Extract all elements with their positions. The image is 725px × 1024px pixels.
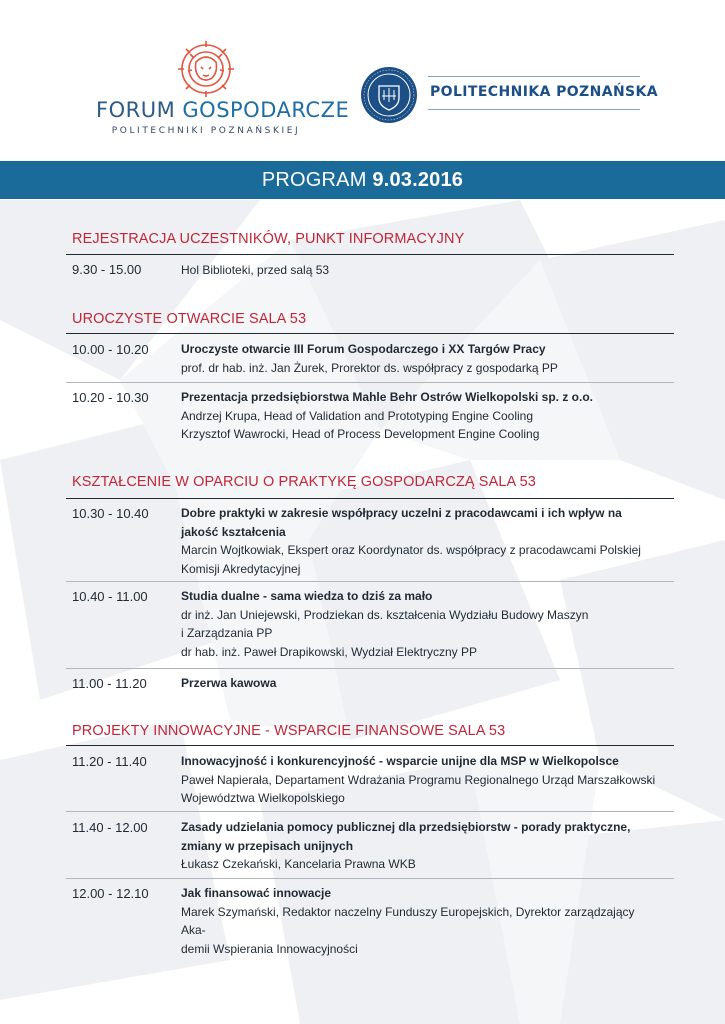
program-item [181,674,661,693]
item-detail: Andrzej Krupa, Head of Validation and Prototyping Engine Cooling [181,408,534,423]
item-detail: dr hab. inż. Paweł Drapikowski, Wydział Elektryczny PP [181,644,477,659]
item-title: Prezentacja przedsiębiorstwa Mahle Behr Ostrów Wielkopolski sp. z o.o. [181,390,593,404]
item-title: zmiany w przepisach unijnych [181,838,354,853]
program-item [181,884,661,958]
item-detail: prof. dr hab. inż. Jan Żurek, Prorektor ds. współpracy z gospodarką PP [181,360,558,375]
item-detail: demii Wspierania Innowacyjności [181,941,358,956]
item-divider [66,382,674,383]
item-time: 11.40 - 12.00 [72,820,148,835]
program-item [181,752,661,808]
program-item [181,261,661,280]
item-time: 10.20 - 10.30 [72,390,149,405]
item-detail: i Zarządzania PP [181,626,273,640]
item-time: 9.30 - 15.00 [72,262,142,277]
program-item [181,388,661,444]
item-time: 10.00 - 10.20 [72,342,149,357]
forum-title [96,98,350,122]
university-rule-top [428,76,640,77]
item-time: 11.00 - 11.20 [72,676,147,691]
section-title: KSZTAŁCENIE W OPARCIU O PRAKTYKĘ GOSPODARCZĄ SALA 53 [72,474,536,490]
program-item [181,340,661,377]
forum-title-part2: GOSPODARCZE [182,98,350,122]
item-time: 12.00 - 12.10 [72,886,149,901]
section-title: PROJEKTY INNOWACYJNE - WSPARCIE FINANSOWE SALA 53 [72,723,506,739]
program-banner [0,161,725,199]
item-detail: Marcin Wojtkowiak, Ekspert oraz Koordynator ds. współpracy z pracodawcami Polskiej [181,543,641,557]
item-title: Studia dualne - sama wiedza to dziś za mało [181,589,433,603]
university-rule-bottom [428,109,640,110]
item-detail: Paweł Napierała, Departament Wdrażania Programu Regionalnego Urząd Marszałkowski [181,772,656,787]
program-item [181,587,661,661]
item-title: Jak finansować innowacje [181,886,332,900]
item-detail: Województwa Wielkopolskiego [181,791,345,805]
program-item [181,504,661,578]
item-divider [66,878,674,879]
university-logo [360,66,659,126]
item-detail: Marek Szymański, Redaktor naczelny Funduszy Europejskich, Dyrektor zarządzający Aka- [181,904,635,937]
item-title: Przerwa kawowa [181,676,277,690]
item-time: 10.40 - 11.00 [72,589,148,604]
section-rule [66,498,674,499]
section-title: REJESTRACJA UCZESTNIKÓW, PUNKT INFORMACYJNY [72,231,465,247]
item-time: 10.30 - 10.40 [72,506,149,521]
item-detail: Krzysztof Wawrocki, Head of Process Development Engine Cooling [181,427,540,441]
item-detail: dr inż. Jan Uniejewski, Prodziekan ds. kształcenia Wydziału Budowy Maszyn [181,607,589,622]
section-rule [66,333,674,334]
item-title: Dobre praktyki w zakresie współpracy uczelni z pracodawcami i ich wpływ na [181,506,622,520]
university-seal-icon [360,66,418,124]
item-divider [66,811,674,812]
banner-date: 9.03.2016 [372,169,464,191]
item-divider [66,581,674,582]
forum-subtitle: POLITECHNIKI POZNAŃSKIEJ [111,126,301,136]
section-title: UROCZYSTE OTWARCIE SALA 53 [72,311,307,327]
item-title: jakość kształcenia [181,524,286,539]
item-title: Zasady udzielania pomocy publicznej dla przedsiębiorstw - porady praktyczne, [181,820,631,834]
item-title: Innowacyjność i konkurencyjność - wsparcie unijne dla MSP w Wielkopolsce [181,754,619,768]
forum-title-part1: FORUM [96,98,176,122]
section-rule [66,254,674,255]
item-divider [66,668,674,669]
item-time: 11.20 - 11.40 [72,754,147,769]
lion-gear-icon [172,38,240,100]
section-rule [66,745,674,746]
item-detail: Łukasz Czekański, Kancelaria Prawna WKB [181,857,416,871]
item-title: Uroczyste otwarcie III Forum Gospodarczego i XX Targów Pracy [181,342,546,356]
forum-logo [96,38,350,142]
program-item [181,818,661,874]
item-detail: Hol Biblioteki, przed salą 53 [181,263,330,277]
university-name: POLITECHNIKA POZNAŃSKA [430,84,659,100]
banner-label: PROGRAM [261,169,367,191]
item-detail: Komisji Akredytacyjnej [181,561,301,576]
